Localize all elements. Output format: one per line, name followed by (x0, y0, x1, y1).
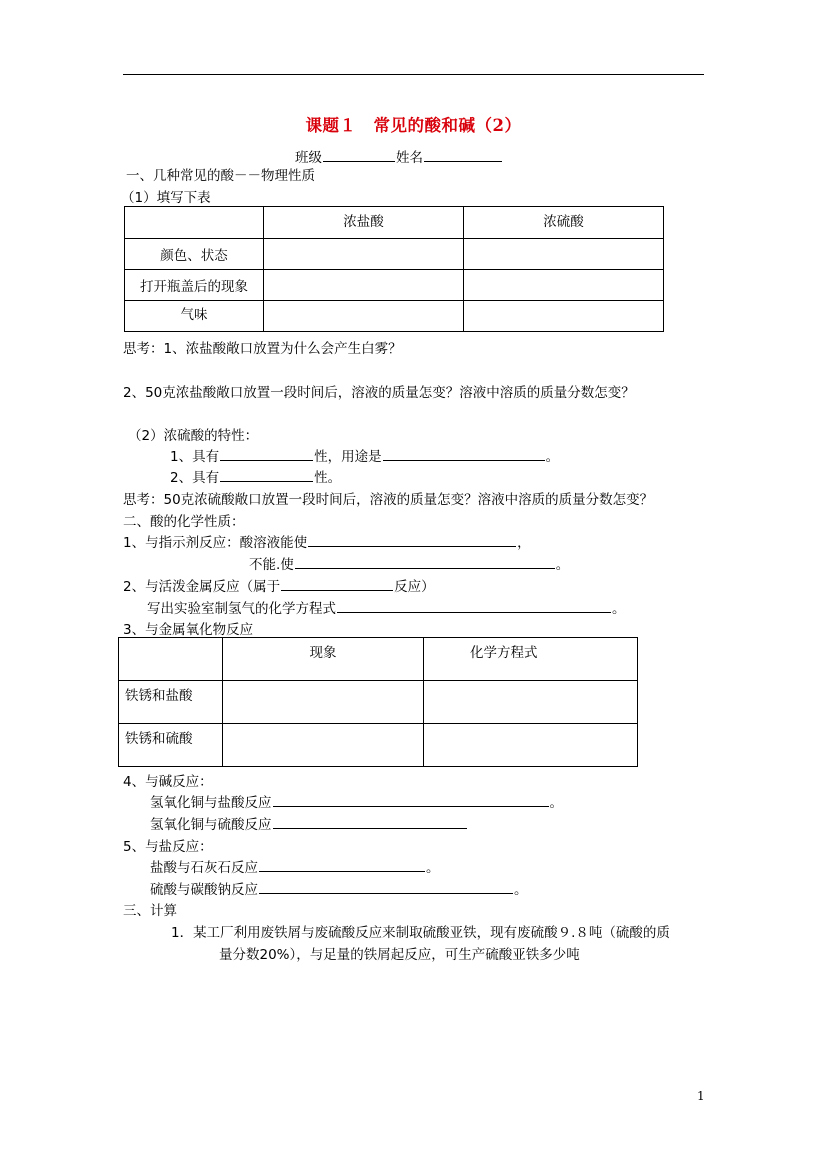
think-question-1: 思考：1、浓盐酸敞口放置为什么会产生白雾？ (123, 341, 402, 357)
salt-h2so4-blank[interactable] (259, 880, 513, 894)
hydrogen-equation-blank[interactable] (337, 599, 611, 613)
table2-corner-cell (119, 638, 223, 681)
use-blank[interactable] (383, 447, 545, 461)
table1-header: 浓盐酸 (264, 207, 464, 239)
table2-cell[interactable] (223, 681, 424, 724)
name-blank[interactable] (424, 148, 502, 162)
table2-cell[interactable] (424, 724, 638, 767)
question-2-line-b (147, 597, 626, 617)
question-5-text-b: 硫酸与碳酸钠反应 (150, 882, 258, 898)
property-1-blank[interactable] (220, 447, 313, 461)
base-h2so4-blank[interactable] (273, 815, 467, 829)
think-question-2: 2、50克浓盐酸敞口放置一段时间后，溶液的质量怎变？溶液中溶质的质量分数怎变？ (123, 385, 635, 401)
think-question-3: 思考：50克浓硫酸敞口放置一段时间后，溶液的质量怎变？溶液中溶质的质量分数怎变？ (123, 492, 654, 508)
property-1-text-b: 性，用途是 (314, 449, 382, 465)
question-4-heading: 4、与碱反应： (123, 774, 213, 790)
property-2-text-b: 性。 (314, 470, 342, 486)
metal-oxide-table (118, 637, 638, 767)
indicator-blank-1[interactable] (308, 533, 516, 547)
page-number: 1 (697, 1089, 705, 1103)
question-2-text: 2、与活泼金属反应（属于 (123, 579, 281, 595)
table1-cell[interactable] (264, 270, 464, 301)
period: 。 (612, 601, 626, 617)
question-1-line-a (123, 531, 531, 551)
comma: ， (517, 535, 531, 551)
question-4-text-b: 氢氧化铜与硫酸反应 (150, 817, 272, 833)
question-1-line-b (249, 553, 569, 573)
physical-properties-table (124, 206, 664, 332)
period: 。 (426, 860, 440, 876)
calculation-problem-line-2: 量分数20%），与足量的铁屑起反应，可生产硫酸亚铁多少吨 (219, 947, 580, 963)
question-5-heading: 5、与盐反应： (123, 839, 213, 855)
table1-corner-cell (125, 207, 264, 239)
table1-cell[interactable] (264, 239, 464, 270)
name-label: 姓名 (396, 150, 423, 166)
section1-sub2: （2）浓硫酸的特性： (128, 428, 259, 444)
question-2-text-c: 写出实验室制氢气的化学方程式 (147, 601, 336, 617)
class-label: 班级 (295, 150, 322, 166)
section1-sub1: （1）填写下表 (121, 190, 211, 206)
section3-heading: 三、计算 (123, 903, 177, 919)
table1-header: 浓硫酸 (464, 207, 664, 239)
question-2-text-b: 反应） (394, 579, 435, 595)
base-hcl-blank[interactable] (273, 793, 549, 807)
table1-cell[interactable] (264, 301, 464, 332)
reaction-type-blank[interactable] (281, 577, 393, 591)
table1-row-label: 打开瓶盖后的现象 (125, 270, 264, 301)
section2-heading: 二、酸的化学性质： (123, 514, 245, 530)
table2-header: 现象 (223, 638, 424, 681)
table1-cell[interactable] (464, 239, 664, 270)
question-5-line-a (150, 856, 440, 876)
table1-row-label: 颜色、状态 (125, 239, 264, 270)
question-4-line-a (150, 791, 563, 811)
property-2-blank[interactable] (220, 468, 313, 482)
calculation-problem-line-1: 1．某工厂利用废铁屑与废硫酸反应来制取硫酸亚铁，现有废硫酸９.８吨（硫酸的质 (171, 925, 670, 941)
property-2-line (170, 466, 341, 486)
indicator-blank-2[interactable] (295, 555, 555, 569)
question-1-text-b: 不能.使 (249, 557, 294, 573)
question-5-text-a: 盐酸与石灰石反应 (150, 860, 258, 876)
question-2-line-a (123, 575, 435, 595)
table2-cell[interactable] (424, 681, 638, 724)
property-1-line (170, 445, 559, 465)
question-4-text-a: 氢氧化铜与盐酸反应 (150, 795, 272, 811)
property-1-text: 1、具有 (170, 449, 220, 465)
table1-cell[interactable] (464, 301, 664, 332)
table2-row-label: 铁锈和盐酸 (119, 681, 223, 724)
page-title: 课题１ 常见的酸和碱（2） (305, 116, 522, 135)
salt-hcl-blank[interactable] (259, 858, 425, 872)
property-2-text: 2、具有 (170, 470, 220, 486)
period: 。 (549, 795, 563, 811)
table2-header: 化学方程式 (424, 638, 638, 681)
table1-cell[interactable] (464, 270, 664, 301)
class-name-line (295, 146, 503, 166)
question-3-heading: 3、与金属氧化物反应 (123, 622, 254, 638)
period: 。 (555, 557, 570, 573)
class-blank[interactable] (323, 148, 395, 162)
table1-row-label: 气味 (125, 301, 264, 332)
header-rule (123, 74, 704, 75)
question-5-line-b (150, 878, 528, 898)
question-4-line-b (150, 813, 468, 833)
section1-heading: 一、几种常见的酸－－物理性质 (126, 168, 315, 184)
question-1-text: 1、与指示剂反应：酸溶液能使 (123, 535, 308, 551)
period: 。 (514, 882, 528, 898)
table2-row-label: 铁锈和硫酸 (119, 724, 223, 767)
table2-cell[interactable] (223, 724, 424, 767)
period: 。 (545, 449, 560, 465)
